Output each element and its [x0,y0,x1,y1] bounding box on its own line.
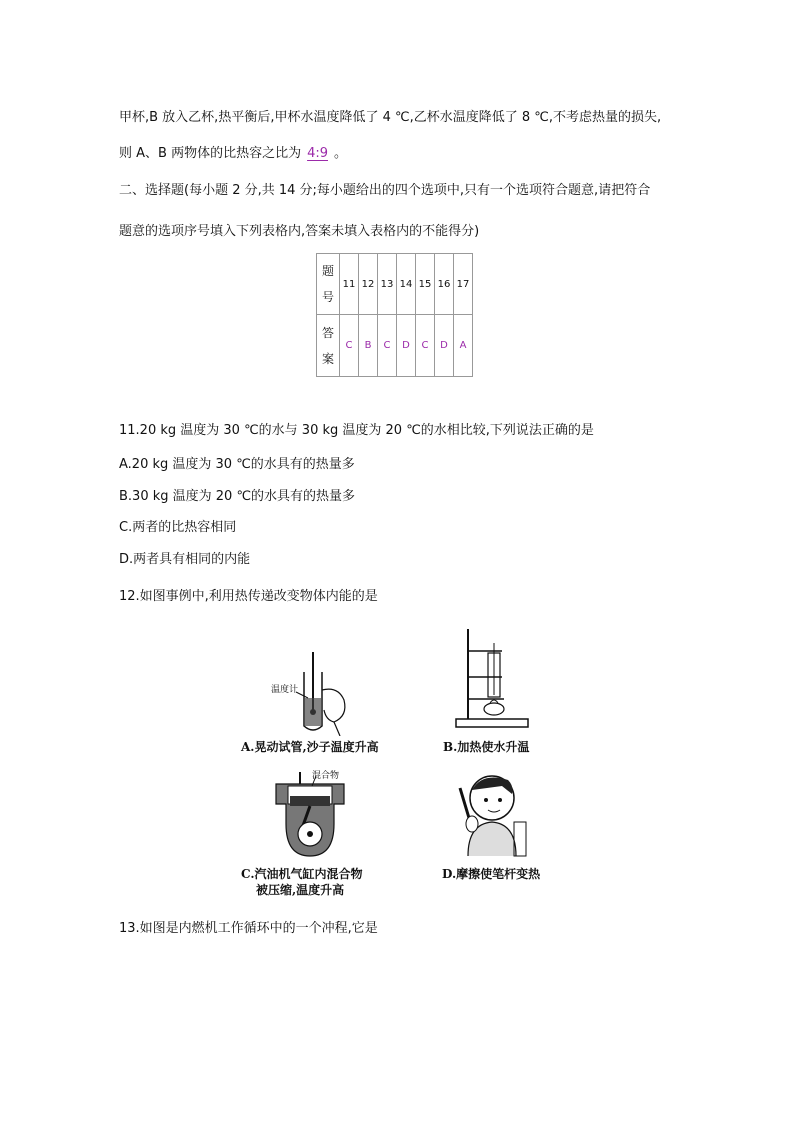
q13-stem: 13.如图是内燃机工作循环中的一个冲程,它是 [119,921,378,936]
section2-line-2: 题意的选项序号填入下列表格内,答案未填入表格内的不能得分) [119,224,480,239]
figure-b-heating-stand [452,625,532,730]
table-cell-answer: A [454,315,473,377]
q10-line-2-suffix: 。 [334,146,348,161]
table-head-answer: 答 案 [317,315,340,377]
q10-answer: 4:9 [307,146,328,161]
table-cell-number: 16 [435,254,454,315]
figure-b-caption: B.加热使水升温 [443,740,530,754]
table-cell-number: 12 [359,254,378,315]
figure-c-caption-1: C.汽油机气缸内混合物 [241,867,363,881]
q11-option-c: C.两者的比热容相同 [119,520,237,535]
table-cell-number: 14 [397,254,416,315]
table-cell-number: 15 [416,254,435,315]
figure-a-caption: A.晃动试管,沙子温度升高 [241,740,379,754]
table-head-number: 题 号 [317,254,340,315]
table-cell-answer: C [378,315,397,377]
q11-stem: 11.20 kg 温度为 30 ℃的水与 30 kg 温度为 20 ℃的水相比较,下列说法正确的是 [119,423,594,438]
answer-table [316,253,473,377]
table-cell-answer: C [416,315,435,377]
table-cell-answer: B [359,315,378,377]
q11-option-a: A.20 kg 温度为 30 ℃的水具有的热量多 [119,457,355,472]
q11-option-d: D.两者具有相同的内能 [119,552,251,567]
table-cell-answer: C [340,315,359,377]
q11-option-b: B.30 kg 温度为 20 ℃的水具有的热量多 [119,489,356,504]
table-cell-number: 13 [378,254,397,315]
figure-d-caption: D.摩擦使笔杆变热 [442,867,541,881]
figure-c-label: 混合物 [312,771,340,781]
q10-line-2 [119,145,347,163]
table-cell-number: 17 [454,254,473,315]
figure-c-caption-2: 被压缩,温度升高 [256,883,345,897]
q10-line-2-prefix: 则 A、B 两物体的比热容之比为 [119,146,302,161]
section2-line-1: 二、选择题(每小题 2 分,共 14 分;每小题给出的四个选项中,只有一个选项符合题意,请把符合 [119,183,651,198]
figure-d-boy-rubbing-pen [452,768,532,860]
table-cell-answer: D [397,315,416,377]
figure-a-label: 温度计 [271,685,299,695]
table-cell-answer: D [435,315,454,377]
q12-stem: 12.如图事例中,利用热传递改变物体内能的是 [119,589,378,604]
q10-line-1: 甲杯,B 放入乙杯,热平衡后,甲杯水温度降低了 4 ℃,乙杯水温度降低了 8 ℃,不考虑热量的损失, [119,110,662,125]
table-cell-number: 11 [340,254,359,315]
